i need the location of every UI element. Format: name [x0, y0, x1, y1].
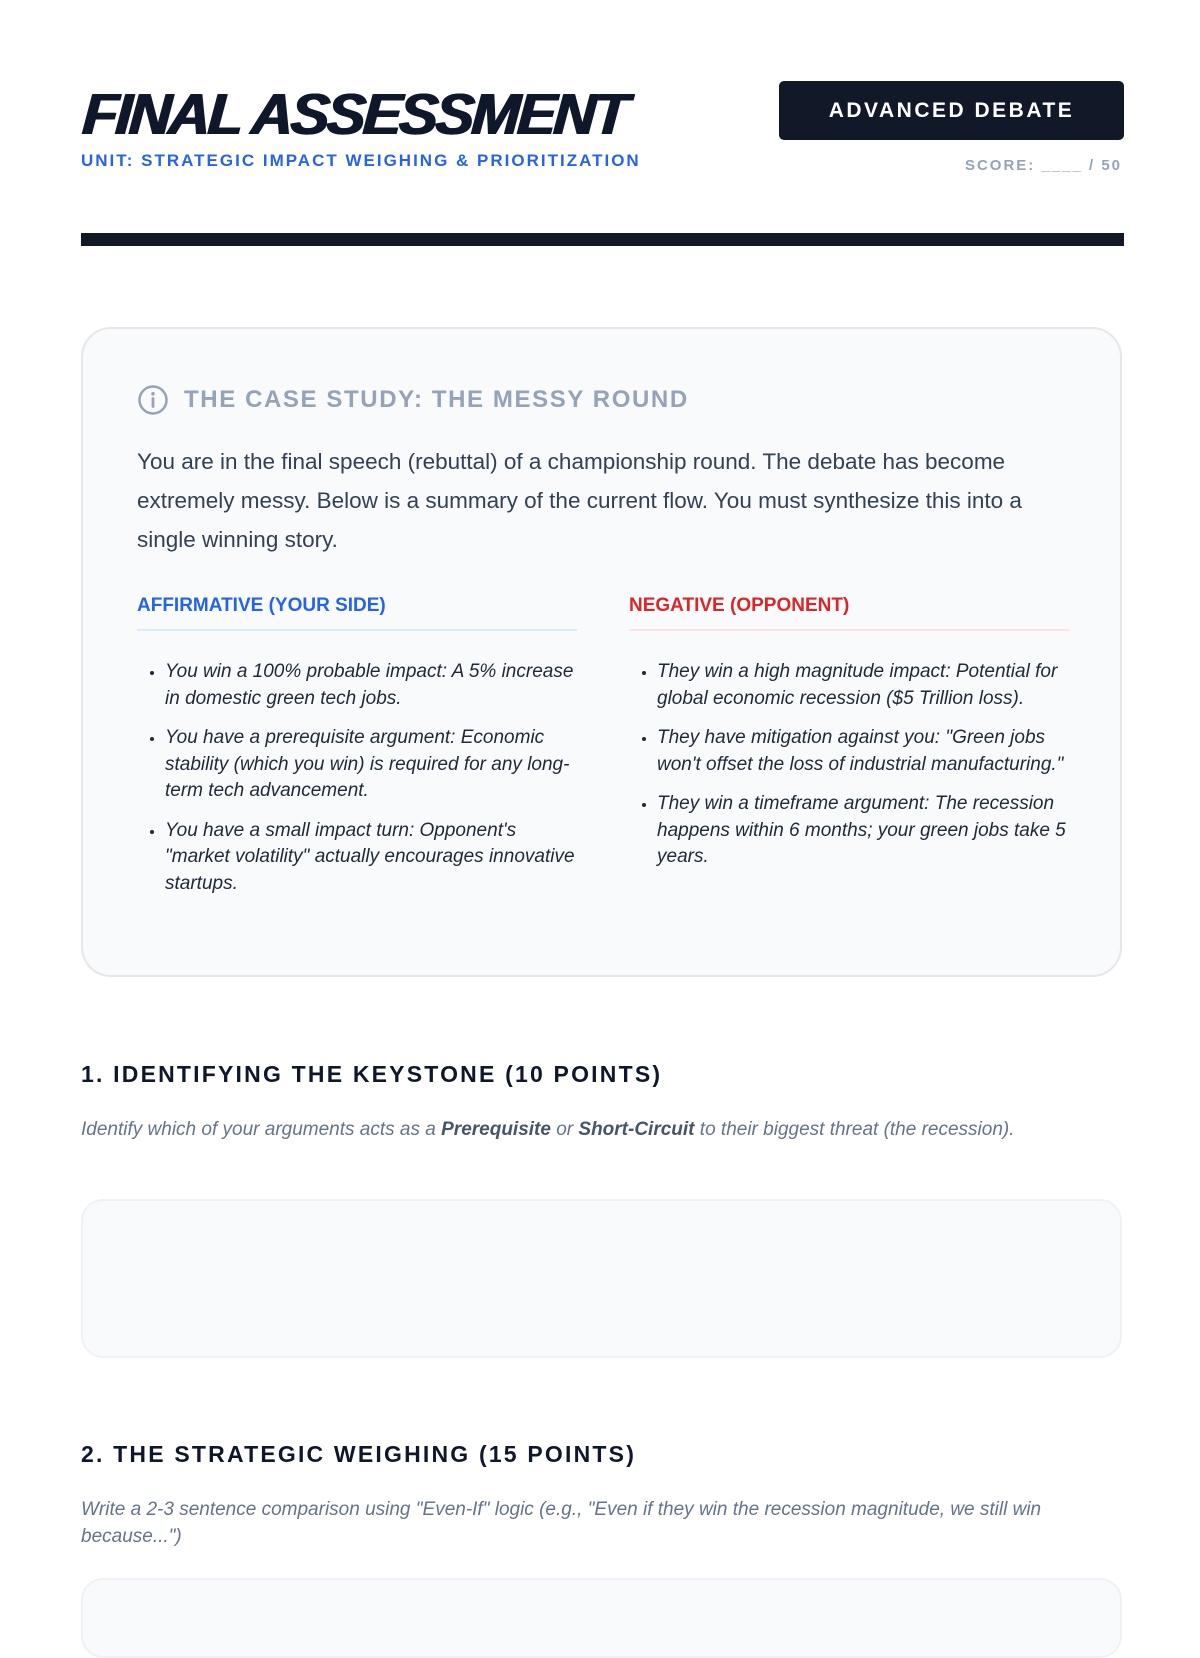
affirmative-column [137, 594, 577, 910]
unit-subtitle: UNIT: STRATEGIC IMPACT WEIGHING & PRIORITIZATION [81, 151, 641, 170]
list-item: • You win a 100% probable impact: A 5% increase in domestic green tech jobs. [165, 659, 577, 712]
answer-box-2[interactable] [81, 1578, 1122, 1658]
page-title: FINAL ASSESSMENT [79, 82, 628, 147]
score-field: SCORE: ____ / 50 [964, 157, 1122, 174]
affirmative-list [137, 659, 577, 897]
question-2-prompt: Write a 2-3 sentence comparison using "Even-If" logic (e.g., "Even if they win the recession magnitude, we still win because...") [81, 1499, 1042, 1547]
header-divider [81, 233, 1124, 246]
list-item: • You have a small impact turn: Opponent's "market volatility" actually encourages innovative startups. [165, 818, 577, 898]
question-1-heading: 1. IDENTIFYING THE KEYSTONE (10 POINTS) [81, 1061, 663, 1087]
question-2-heading: 2. THE STRATEGIC WEIGHING (15 POINTS) [81, 1441, 637, 1467]
list-item: • You have a prerequisite argument: Economic stability (which you win) is required for any long-term tech advancement. [165, 725, 577, 805]
affirmative-heading: AFFIRMATIVE (YOUR SIDE) [137, 594, 577, 631]
info-icon [137, 384, 169, 416]
list-item: • They win a high magnitude impact: Potential for global economic recession ($5 Trillion loss). [657, 659, 1069, 712]
case-study-card [81, 327, 1122, 977]
negative-column [629, 594, 1069, 884]
case-study-intro: You are in the final speech (rebuttal) of a championship round. The debate has become extremely messy. Below is a summary of the current flow. You must synthesize this into a single winning story. [137, 449, 1022, 552]
case-study-header [137, 384, 689, 416]
list-item: • They have mitigation against you: "Green jobs won't offset the loss of industrial manufacturing." [657, 725, 1069, 778]
negative-heading: NEGATIVE (OPPONENT) [629, 594, 1069, 631]
question-1-prompt: Identify which of your arguments acts as a Prerequisite or Short-Circuit to their biggest threat (the recession). [81, 1119, 1015, 1140]
answer-box-1[interactable] [81, 1199, 1122, 1358]
list-item: • They win a timeframe argument: The recession happens within 6 months; your green jobs take 5 years. [657, 791, 1069, 871]
case-study-title: THE CASE STUDY: THE MESSY ROUND [184, 386, 689, 413]
negative-list [629, 659, 1069, 871]
course-badge: ADVANCED DEBATE [779, 81, 1124, 140]
